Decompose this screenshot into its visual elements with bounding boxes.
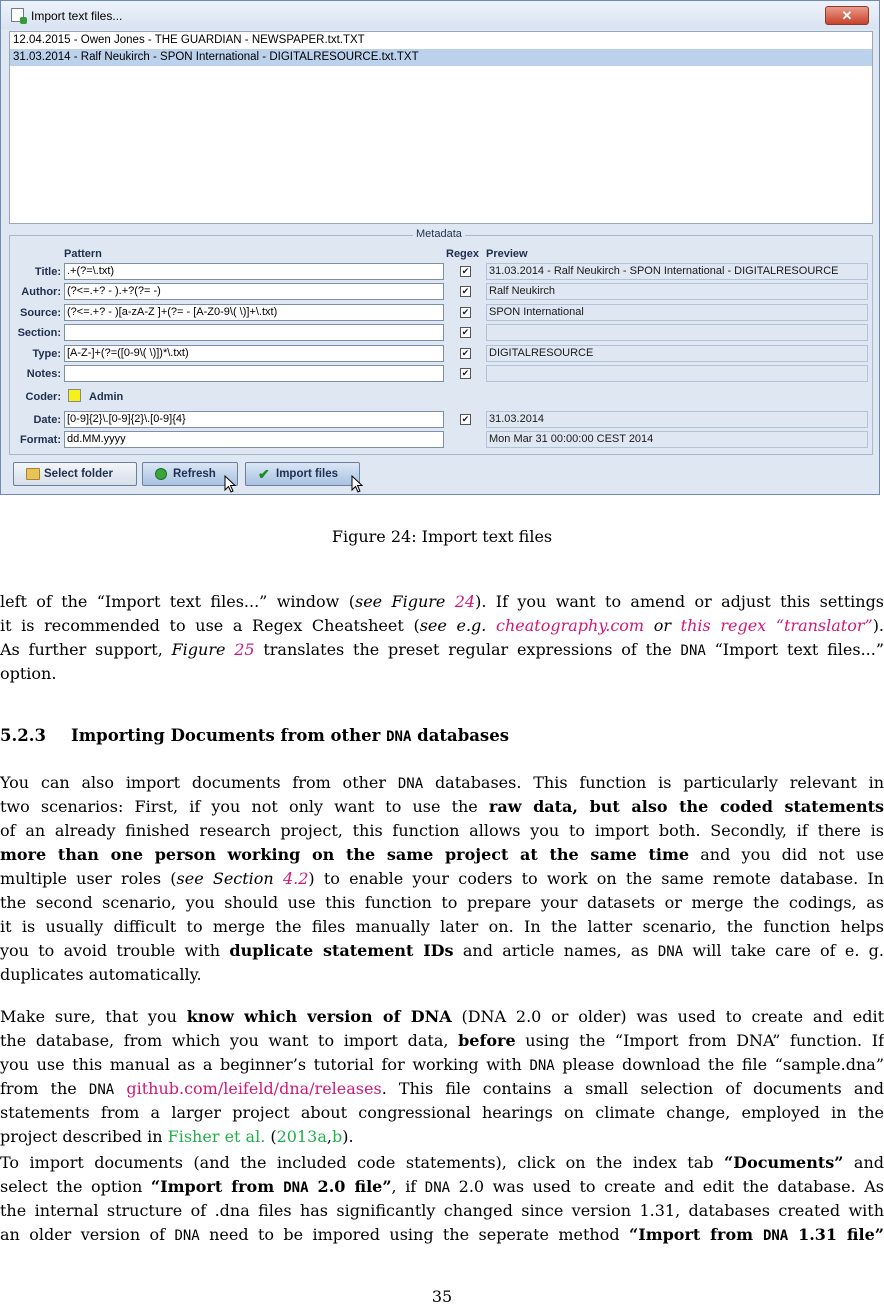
refresh-label: Refresh bbox=[173, 468, 216, 480]
paragraph-regex-help bbox=[0, 590, 884, 686]
import-file-icon bbox=[11, 8, 24, 22]
title-bar bbox=[1, 1, 879, 29]
title-preview-field: 31.03.2014 - Ralf Neukirch - SPON International - DIGITALRESOURCE bbox=[486, 263, 868, 280]
text-line: statements from a larger project about congressional hearings on climate change, employed in the bbox=[0, 1103, 884, 1122]
citation-link[interactable]: b bbox=[331, 1127, 343, 1146]
figure-caption: Figure 24: Import text files bbox=[331, 527, 553, 546]
type-regex-checkbox[interactable]: ✔ bbox=[461, 348, 470, 358]
type-label: Type: bbox=[32, 348, 61, 360]
coder-color-swatch bbox=[68, 389, 81, 402]
import-text-files-dialog bbox=[0, 0, 880, 495]
figure-ref-link[interactable]: 25 bbox=[234, 640, 255, 659]
text-line: from the DNA github.com/leifeld/dna/releases. This file contains a small selection of documents and bbox=[0, 1079, 884, 1098]
source-preview-field: SPON International bbox=[486, 304, 868, 321]
coder-label: Coder: bbox=[25, 391, 61, 403]
format-preview-field: Mon Mar 31 00:00:00 CEST 2014 bbox=[486, 431, 868, 448]
mouse-cursor-icon bbox=[224, 475, 236, 493]
section-heading: 5.2.3 Importing Documents from other DNA databases bbox=[0, 726, 509, 745]
notes-label: Notes: bbox=[26, 368, 61, 380]
file-list[interactable] bbox=[9, 31, 873, 224]
window-title: Import text files... bbox=[31, 9, 123, 23]
text-line: two scenarios: First, if you not only want to use the raw data, but also the coded statements bbox=[0, 797, 884, 816]
file-list-item[interactable]: 12.04.2015 - Owen Jones - THE GUARDIAN - NEWSPAPER.txt.TXT bbox=[13, 34, 365, 46]
format-label: Format: bbox=[20, 434, 61, 446]
select-folder-label: Select folder bbox=[44, 468, 114, 480]
section-preview-field bbox=[486, 324, 868, 341]
regex-translator-link[interactable]: this regex “translator” bbox=[680, 616, 873, 635]
page-number: 35 bbox=[431, 1287, 453, 1306]
metadata-group-title: Metadata bbox=[413, 228, 465, 240]
text-line: left of the “Import text files...” window (see Figure 24). If you want to amend or adjust this settings bbox=[0, 592, 884, 611]
text-line: the internal structure of .dna files has significantly changed since version 1.31, databases created with bbox=[0, 1201, 884, 1220]
checkmark-icon: ✔ bbox=[258, 466, 270, 482]
cheatography-link[interactable]: cheatography.com bbox=[496, 616, 645, 635]
text-line: You can also import documents from other DNA databases. This function is particularly relevant in bbox=[0, 773, 884, 792]
text-line: it is usually difficult to merge the files manually later on. In the latter scenario, the function helps bbox=[0, 917, 884, 936]
citation-link[interactable]: Fisher et al. bbox=[167, 1127, 266, 1146]
pattern-column-header: Pattern bbox=[64, 248, 102, 260]
metadata-group bbox=[9, 228, 873, 455]
figure-ref-link[interactable]: 24 bbox=[454, 592, 476, 611]
paragraph-version-check bbox=[0, 1005, 884, 1149]
section-pattern-input[interactable] bbox=[64, 324, 444, 341]
text-line: the database, from which you want to import data, before using the “Import from DNA” function. If bbox=[0, 1031, 884, 1050]
title-regex-checkbox[interactable]: ✔ bbox=[461, 266, 470, 276]
source-label: Source: bbox=[20, 307, 61, 319]
preview-column-header: Preview bbox=[486, 248, 528, 260]
close-button[interactable]: ✕ bbox=[825, 6, 869, 25]
text-line: option. bbox=[0, 664, 57, 683]
text-line: more than one person working on the same project at the same time and you did not use bbox=[0, 845, 884, 864]
section-ref-link[interactable]: 4.2 bbox=[282, 869, 309, 888]
type-pattern-input[interactable]: [A-Z-]+(?=([0-9\( \)])*\.txt) bbox=[64, 345, 444, 362]
format-pattern-input[interactable]: dd.MM.yyyy bbox=[64, 431, 444, 448]
section-number: 5.2.3 bbox=[0, 726, 46, 745]
paragraph-import-intro bbox=[0, 771, 884, 987]
text-line: project described in Fisher et al. (2013a,b). bbox=[0, 1127, 354, 1146]
refresh-icon bbox=[155, 468, 167, 480]
text-line: you to avoid trouble with duplicate statement IDs and article names, as DNA will take care of e. g. bbox=[0, 941, 884, 960]
coder-name[interactable]: Admin bbox=[89, 391, 124, 403]
date-regex-checkbox[interactable]: ✔ bbox=[461, 414, 470, 424]
notes-preview-field bbox=[486, 365, 868, 382]
import-files-label: Import files bbox=[276, 468, 338, 480]
text-line: duplicates automatically. bbox=[0, 965, 202, 984]
text-line: Make sure, that you know which version of DNA (DNA 2.0 or older) was used to create and edit bbox=[0, 1007, 884, 1026]
citation-link[interactable]: 2013a bbox=[276, 1127, 327, 1146]
date-preview-field: 31.03.2014 bbox=[486, 411, 868, 428]
file-list-item-selected[interactable]: 31.03.2014 - Ralf Neukirch - SPON International - DIGITALRESOURCE.txt.TXT bbox=[10, 49, 872, 66]
regex-column-header: Regex bbox=[446, 248, 480, 260]
notes-regex-checkbox[interactable]: ✔ bbox=[461, 368, 470, 378]
select-folder-button[interactable] bbox=[13, 462, 137, 486]
text-line: it is recommended to use a Regex Cheatsheet (see e.g. cheatography.com or this regex “translator”). bbox=[0, 616, 884, 635]
section-label: Section: bbox=[17, 327, 61, 339]
folder-icon bbox=[26, 468, 40, 480]
author-preview-field: Ralf Neukirch bbox=[486, 283, 868, 300]
text-line: you use this manual as a beginner’s tutorial for working with DNA please download the file “sample.dna” bbox=[0, 1055, 884, 1074]
source-pattern-input[interactable]: (?<=.+? - )[a-zA-Z ]+(?= - [A-Z0-9\( \)]+\.txt) bbox=[64, 304, 444, 321]
mouse-cursor-icon bbox=[351, 475, 363, 493]
author-pattern-input[interactable]: (?<=.+? - ).+?(?= -) bbox=[64, 283, 444, 300]
title-label: Title: bbox=[34, 266, 61, 278]
paragraph-import-steps bbox=[0, 1151, 884, 1247]
github-releases-link[interactable]: github.com/leifeld/dna/releases bbox=[126, 1079, 382, 1098]
source-regex-checkbox[interactable]: ✔ bbox=[461, 307, 470, 317]
import-files-button[interactable] bbox=[245, 462, 360, 486]
author-regex-checkbox[interactable]: ✔ bbox=[461, 286, 470, 296]
section-regex-checkbox[interactable]: ✔ bbox=[461, 327, 470, 337]
text-line: multiple user roles (see Section 4.2) to enable your coders to work on the same remote database. In bbox=[0, 869, 884, 888]
date-pattern-input[interactable]: [0-9]{2}\.[0-9]{2}\.[0-9]{4} bbox=[64, 411, 444, 428]
title-pattern-input[interactable]: .+(?=\.txt) bbox=[64, 263, 444, 280]
text-line: select the option “Import from DNA 2.0 file”, if DNA 2.0 was used to create and edit the database. As bbox=[0, 1177, 884, 1196]
date-label: Date: bbox=[33, 414, 61, 426]
text-line: To import documents (and the included code statements), click on the index tab “Documents” and bbox=[0, 1153, 884, 1172]
text-line: an older version of DNA need to be impored using the seperate method “Import from DNA 1.31 file” bbox=[0, 1225, 884, 1244]
type-preview-field: DIGITALRESOURCE bbox=[486, 345, 868, 362]
author-label: Author: bbox=[21, 286, 61, 298]
text-line: of an already finished research project, this function allows you to import both. Secondly, if there is bbox=[0, 821, 884, 840]
text-line: the second scenario, you should use this function to prepare your datasets or merge the codings, as bbox=[0, 893, 884, 912]
notes-pattern-input[interactable] bbox=[64, 365, 444, 382]
text-line: As further support, Figure 25 translates the preset regular expressions of the DNA “Import text files...” bbox=[0, 640, 884, 659]
